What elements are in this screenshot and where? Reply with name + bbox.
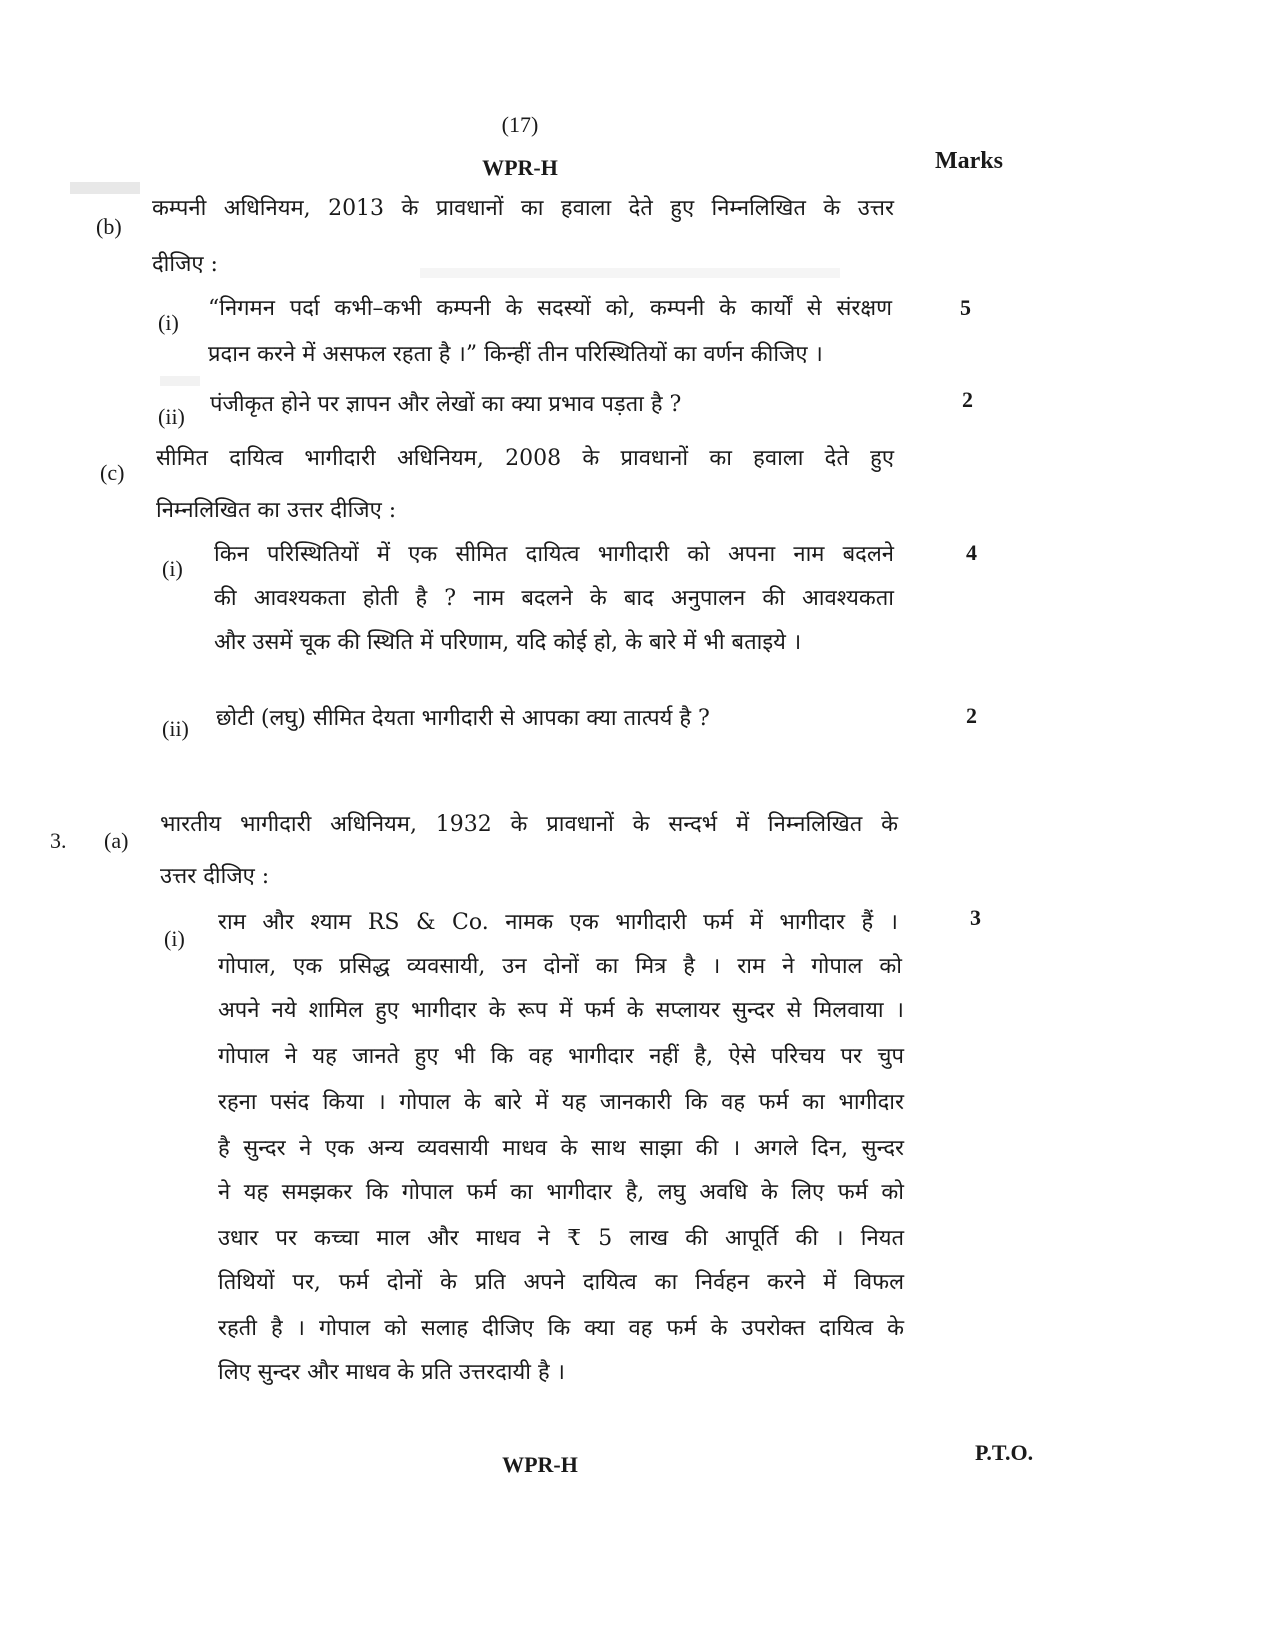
q3a-i-para-line: गोपाल, एक प्रसिद्ध व्यवसायी, उन दोनों का मित्र है । राम ने गोपाल को bbox=[218, 954, 902, 979]
q3a-i-para-line: तिथियों पर, फर्म दोनों के प्रति अपने दायित्व का निर्वहन करने में विफल bbox=[218, 1270, 904, 1295]
q2c-label: (c) bbox=[100, 460, 125, 485]
q2b-ii-label: (ii) bbox=[158, 404, 185, 429]
q3a-i-para-line: राम और श्याम RS & Co. नामक एक भागीदारी फर्म में भागीदार हैं । bbox=[218, 910, 898, 935]
q3a-i-para-line: है सुन्दर ने एक अन्य व्यवसायी माधव के साथ साझा की । अगले दिन, सुन्दर bbox=[218, 1136, 904, 1161]
q2c-stem-line2: निम्नलिखित का उत्तर दीजिए : bbox=[156, 498, 397, 523]
q2b-i-label: (i) bbox=[158, 310, 179, 335]
q2b-ii-marks: 2 bbox=[962, 387, 973, 412]
q2b-stem-line2: दीजिए : bbox=[152, 252, 218, 277]
q2b-label: (b) bbox=[96, 214, 122, 239]
q3a-i-para-line: ने यह समझकर कि गोपाल फर्म का भागीदार है, लघु अवधि के लिए फर्म को bbox=[218, 1180, 904, 1205]
q2b-ii-line1: पंजीकृत होने पर ज्ञापन और लेखों का क्या प्रभाव पड़ता है ? bbox=[210, 392, 682, 417]
q2c-i-marks: 4 bbox=[966, 540, 977, 565]
please-turn-over: P.T.O. bbox=[975, 1440, 1034, 1465]
q2b-i-line2: प्रदान करने में असफल रहता है ।” किन्हीं तीन परिस्थितियों का वर्णन कीजिए । bbox=[208, 342, 823, 367]
marks-heading: Marks bbox=[935, 148, 1003, 174]
q2c-ii-line1: छोटी (लघु) सीमित देयता भागीदारी से आपका क्या तात्पर्य है ? bbox=[216, 706, 710, 731]
q2c-stem-line1: सीमित दायित्व भागीदारी अधिनियम, 2008 के प्रावधानों का हवाला देते हुए bbox=[156, 446, 894, 471]
q2c-i-line3: और उसमें चूक की स्थिति में परिणाम, यदि कोई हो, के बारे में भी बताइये । bbox=[214, 630, 802, 655]
q2b-i-marks: 5 bbox=[960, 295, 971, 320]
page-number: (17) bbox=[501, 112, 539, 137]
q3a-i-para-line: अपने नये शामिल हुए भागीदार के रूप में फर्म के सप्लायर सुन्दर से मिलवाया । bbox=[218, 998, 904, 1023]
scan-smudge bbox=[70, 182, 140, 194]
paper-code-footer: WPR-H bbox=[502, 1452, 578, 1477]
q2b-stem-line1: कम्पनी अधिनियम, 2013 के प्रावधानों का हवाला देते हुए निम्नलिखित के उत्तर bbox=[152, 196, 894, 221]
q3-number: 3. bbox=[50, 828, 67, 853]
q3a-label: (a) bbox=[104, 828, 129, 853]
q2c-i-label: (i) bbox=[162, 556, 183, 581]
q3a-i-label: (i) bbox=[164, 926, 185, 951]
q2c-i-line2: की आवश्यकता होती है ? नाम बदलने के बाद अनुपालन की आवश्यकता bbox=[214, 586, 894, 611]
q3a-i-para-line: रहना पसंद किया । गोपाल के बारे में यह जानकारी कि वह फर्म का भागीदार bbox=[218, 1090, 904, 1115]
q3a-i-para-line: गोपाल ने यह जानते हुए भी कि वह भागीदार नहीं है, ऐसे परिचय पर चुप bbox=[218, 1044, 904, 1069]
q3a-i-para-line: लिए सुन्दर और माधव के प्रति उत्तरदायी है । bbox=[218, 1360, 565, 1385]
q3a-i-para-line: उधार पर कच्चा माल और माधव ने ₹ 5 लाख की आपूर्ति की । नियत bbox=[218, 1226, 904, 1251]
scan-smudge bbox=[420, 268, 840, 278]
q3a-i-marks: 3 bbox=[970, 905, 981, 930]
q3a-stem-line1: भारतीय भागीदारी अधिनियम, 1932 के प्रावधानों के सन्दर्भ में निम्नलिखित के bbox=[160, 812, 898, 837]
q2c-i-line1: किन परिस्थितियों में एक सीमित दायित्व भागीदारी को अपना नाम बदलने bbox=[214, 542, 894, 567]
q3a-i-para-line: रहती है । गोपाल को सलाह दीजिए कि क्या वह फर्म के उपरोक्त दायित्व के bbox=[218, 1316, 904, 1341]
q2c-ii-label: (ii) bbox=[162, 716, 189, 741]
paper-code-header: WPR-H bbox=[482, 155, 558, 180]
scan-smudge bbox=[160, 376, 200, 386]
q2b-i-line1: “निगमन पर्दा कभी–कभी कम्पनी के सदस्यों को, कम्पनी के कार्यों से संरक्षण bbox=[208, 296, 892, 321]
q3a-stem-line2: उत्तर दीजिए : bbox=[160, 864, 270, 889]
q2c-ii-marks: 2 bbox=[966, 703, 977, 728]
